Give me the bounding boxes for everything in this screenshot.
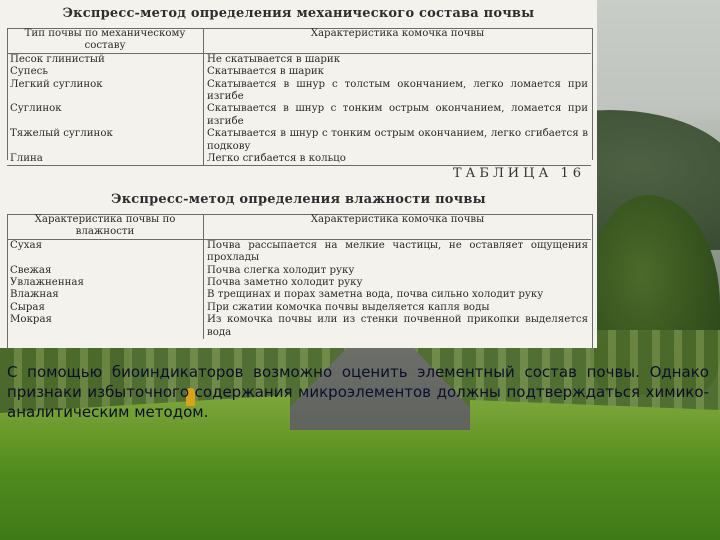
slide-caption: С помощью биоиндикаторов возможно оценить элементный состав почвы. Однако признаки избыточного содержания микроэлементов должны подтверждаться химико-аналитическим методом. bbox=[7, 363, 709, 421]
table-cell: Влажная bbox=[7, 289, 204, 301]
table-row bbox=[7, 289, 591, 301]
table-header-row bbox=[7, 214, 591, 239]
table-cell: Песок глинистый bbox=[7, 53, 204, 66]
table-cell: Свежая bbox=[7, 265, 204, 277]
table-number-label: ТАБЛИЦА 16 bbox=[452, 166, 585, 181]
table-row bbox=[7, 128, 591, 153]
table-cell: В трещинах и порах заметна вода, почва сильно холодит руку bbox=[207, 289, 544, 301]
table-header-row bbox=[7, 28, 591, 53]
table-cell: Скатывается в шарик bbox=[207, 66, 325, 78]
column-header: Тип почвы по механическому составу bbox=[7, 28, 204, 53]
table-cell: Легко сгибается в кольцо bbox=[204, 153, 592, 166]
table-cell: Скатывается в шнур с тонким острым окончанием, легко сгибается в подкову bbox=[207, 128, 588, 152]
table-cell: Сырая bbox=[7, 302, 204, 314]
table-row bbox=[7, 79, 591, 104]
table-row bbox=[7, 153, 591, 166]
table-cell: Сухая bbox=[7, 239, 204, 264]
table-cell: Суглинок bbox=[7, 103, 204, 128]
table-cell: Почва слегка холодит руку bbox=[207, 264, 355, 276]
table-cell: Скатывается в шнур с толстым окончанием, легко ломается при изгибе bbox=[207, 78, 588, 103]
table-cell: Легкий суглинок bbox=[7, 79, 204, 104]
table-cell: Супесь bbox=[7, 66, 204, 78]
table2-title: Экспресс-метод определения влажности почвы bbox=[111, 192, 486, 207]
table-cell: Увлажненная bbox=[7, 277, 204, 289]
table1 bbox=[7, 28, 591, 166]
table-cell: Глина bbox=[7, 153, 204, 166]
column-header: Характеристика комочка почвы bbox=[204, 214, 592, 239]
table-cell: Мокрая bbox=[7, 314, 204, 339]
table-row bbox=[7, 277, 591, 289]
table-cell: При сжатии комочка почвы выделяется капля воды bbox=[207, 301, 490, 313]
table-cell: Скатывается в шнур с тонким острым окончанием, ломается при изгибе bbox=[207, 103, 588, 127]
table-cell: Почва заметно холодит руку bbox=[207, 277, 363, 289]
column-header: Характеристика почвы по влажности bbox=[7, 214, 204, 239]
table-row bbox=[7, 265, 591, 277]
table1-title: Экспресс-метод определения механического состава почвы bbox=[62, 6, 535, 21]
table-row bbox=[7, 103, 591, 128]
lawn bbox=[0, 430, 720, 540]
table-cell: Из комочка почвы или из стенки почвенной прикопки выделяется вода bbox=[207, 314, 588, 338]
table-row bbox=[7, 53, 591, 66]
table-cell: Почва рассыпается на мелкие частицы, не оставляет ощущения прохлады bbox=[207, 239, 588, 264]
table2 bbox=[7, 214, 591, 339]
table-cell: Тяжелый суглинок bbox=[7, 128, 204, 153]
column-header: Характеристика комочка почвы bbox=[204, 28, 592, 53]
table-row bbox=[7, 66, 591, 78]
table-row bbox=[7, 302, 591, 314]
table-cell: Не скатывается в шарик bbox=[207, 53, 341, 65]
table-row bbox=[7, 239, 591, 264]
table-row bbox=[7, 314, 591, 339]
